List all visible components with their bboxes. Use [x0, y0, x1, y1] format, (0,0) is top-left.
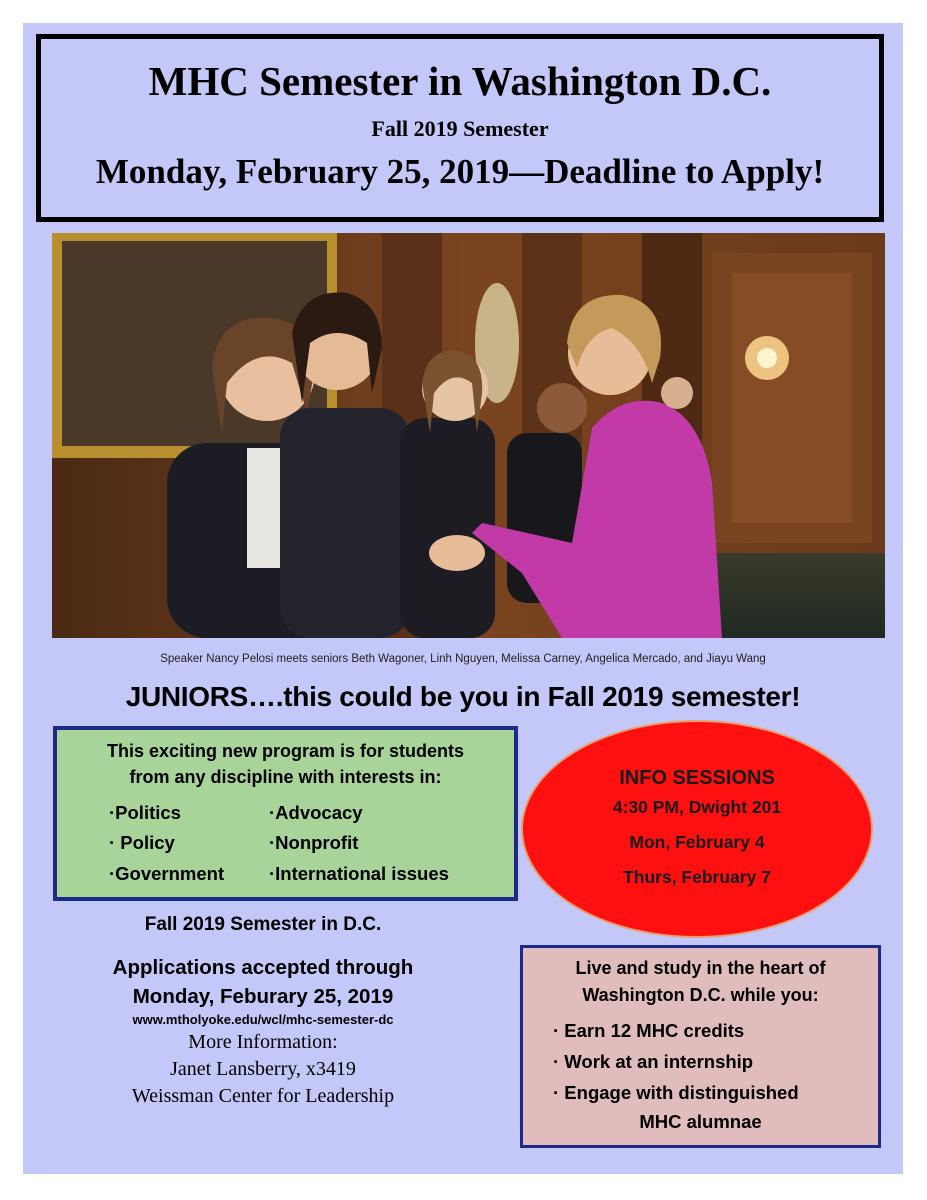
- header-box: [36, 34, 884, 222]
- benefits-box: [520, 945, 881, 1148]
- flyer: [23, 23, 903, 1174]
- interest-item: ·International issues: [269, 863, 449, 884]
- center-name: Weissman Center for Leadership: [131, 1085, 395, 1107]
- benefit-item: · Work at an internship: [553, 1051, 754, 1072]
- info-sessions-date: Mon, February 4: [629, 832, 765, 852]
- event-photo: [52, 233, 885, 638]
- contact-name: Janet Lansberry, x3419: [170, 1058, 356, 1080]
- benefits-intro-line2: Washington D.C. while you:: [582, 985, 819, 1005]
- application-info: [53, 913, 473, 1110]
- info-sessions-oval: [521, 720, 873, 938]
- applications-accepted-line1: Applications accepted through: [112, 956, 414, 979]
- program-url[interactable]: www.mtholyoke.edu/wcl/mhc-semester-dc: [132, 1012, 394, 1027]
- program-box: [53, 726, 518, 901]
- application-heading: Fall 2019 Semester in D.C.: [144, 914, 382, 935]
- photo-caption: Speaker Nancy Pelosi meets seniors Beth Wagoner, Linh Nguyen, Melissa Carney, Angelica Mercado, and Jiayu Wang: [160, 653, 766, 665]
- juniors-tagline: JUNIORS….this could be you in Fall 2019 semester!: [125, 681, 801, 712]
- applications-accepted-line2: Monday, Feburary 25, 2019: [132, 985, 394, 1008]
- info-sessions-title: INFO SESSIONS: [619, 767, 775, 789]
- benefit-item: · Earn 12 MHC credits: [553, 1020, 745, 1041]
- benefit-item-continued: MHC alumnae: [639, 1111, 762, 1132]
- info-sessions-time: 4:30 PM, Dwight 201: [612, 797, 782, 817]
- benefit-item: · Engage with distinguished: [553, 1082, 799, 1103]
- interest-item: ·Nonprofit: [269, 832, 359, 853]
- benefits-intro-line1: Live and study in the heart of: [575, 958, 826, 978]
- deadline-heading: Monday, February 25, 2019—Deadline to Apply!: [95, 152, 825, 191]
- flyer-subtitle: Fall 2019 Semester: [371, 116, 549, 141]
- flyer-title: MHC Semester in Washington D.C.: [148, 58, 772, 104]
- info-sessions-date: Thurs, February 7: [623, 867, 771, 887]
- interest-item: ·Politics: [109, 802, 181, 823]
- more-info-label: More Information:: [188, 1031, 338, 1053]
- program-intro-line1: This exciting new program is for students: [106, 741, 465, 761]
- interest-item: · Policy: [109, 832, 175, 853]
- interest-item: ·Government: [109, 863, 225, 884]
- interest-item: ·Advocacy: [269, 802, 363, 823]
- program-intro-line2: from any discipline with interests in:: [129, 767, 442, 787]
